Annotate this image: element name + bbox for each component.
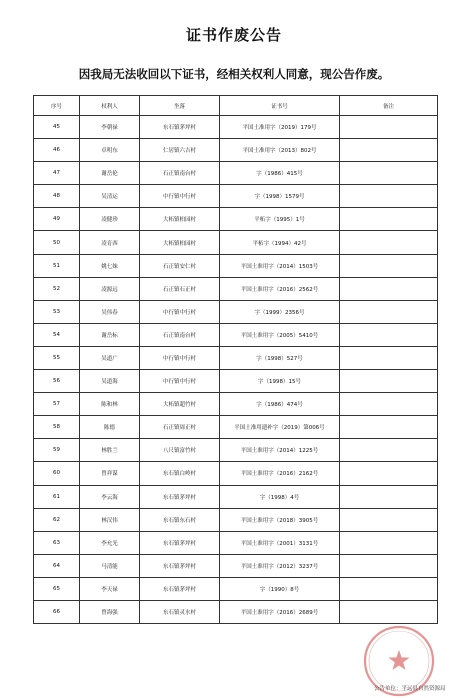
cell-cert: 平柘字（1994）42号 — [220, 231, 340, 254]
notice-subtitle: 因我局无法收回以下证书，经相关权利人同意，现公告作废。 — [78, 67, 390, 81]
table-row — [34, 600, 438, 623]
cell-no: 48 — [34, 185, 80, 208]
cell-note — [340, 346, 438, 369]
cell-cert: 平国土准用字（2019）179号 — [220, 116, 340, 139]
cell-location: 东石镇茅坪村 — [140, 531, 220, 554]
cell-location: 石正镇周正村 — [140, 416, 220, 439]
footer-issuer: 公告单位：平远县自然资源局 — [374, 686, 446, 692]
cell-location: 东石镇茅坪村 — [140, 116, 220, 139]
cell-note — [340, 439, 438, 462]
cell-no: 57 — [34, 393, 80, 416]
cell-location: 石正镇石正村 — [140, 277, 220, 300]
table-row — [34, 139, 438, 162]
column-header-location: 坐落 — [140, 96, 220, 116]
table-row — [34, 531, 438, 554]
cell-note — [340, 600, 438, 623]
cell-no: 47 — [34, 162, 80, 185]
table-row — [34, 370, 438, 393]
cell-note — [340, 393, 438, 416]
cell-no: 58 — [34, 416, 80, 439]
cell-no: 62 — [34, 508, 80, 531]
table-row — [34, 162, 438, 185]
cell-owner: 卓明东 — [80, 139, 140, 162]
cell-cert: 字（1990）8号 — [220, 577, 340, 600]
cell-owner: 马清能 — [80, 554, 140, 577]
cell-no: 55 — [34, 346, 80, 369]
table-row — [34, 300, 438, 323]
table-row — [34, 277, 438, 300]
cell-owner: 谢岳标 — [80, 323, 140, 346]
column-header-cert: 证书号 — [220, 96, 340, 116]
cell-no: 63 — [34, 531, 80, 554]
table-row — [34, 185, 438, 208]
cell-location: 中行镇中行村 — [140, 370, 220, 393]
cell-location: 中行镇中行村 — [140, 346, 220, 369]
cell-cert: 字（1986）474号 — [220, 393, 340, 416]
cell-note — [340, 116, 438, 139]
cell-owner: 李朝禄 — [80, 116, 140, 139]
cell-cert: 字（1986）415号 — [220, 162, 340, 185]
cell-owner: 林汉伟 — [80, 508, 140, 531]
cell-no: 52 — [34, 277, 80, 300]
cell-cert: 平国土准用字（2016）2162号 — [220, 462, 340, 485]
cell-location: 仁居镇六吉村 — [140, 139, 220, 162]
cell-no: 61 — [34, 485, 80, 508]
cell-owner: 林胜兰 — [80, 439, 140, 462]
cell-no: 53 — [34, 300, 80, 323]
cell-location: 东石镇茅坪村 — [140, 554, 220, 577]
cell-cert: 平国土准用字（2013）802号 — [220, 139, 340, 162]
cell-location: 东石镇茅坪村 — [140, 577, 220, 600]
notice-title: 证书作废公告 — [185, 26, 282, 44]
cell-note — [340, 162, 438, 185]
cell-note — [340, 231, 438, 254]
cell-cert: 平国土准用遗补字（2019）第006号 — [220, 416, 340, 439]
cell-no: 64 — [34, 554, 80, 577]
cell-location: 东石镇茅坪村 — [140, 485, 220, 508]
cell-cert: 字（1998）4号 — [220, 485, 340, 508]
cell-note — [340, 508, 438, 531]
cell-owner: 谢岳伦 — [80, 162, 140, 185]
cell-note — [340, 577, 438, 600]
table-row — [34, 323, 438, 346]
cell-owner: 凌源远 — [80, 277, 140, 300]
cell-no: 56 — [34, 370, 80, 393]
cell-note — [340, 300, 438, 323]
table-row — [34, 254, 438, 277]
cell-location: 大柘镇桕园村 — [140, 208, 220, 231]
table-row — [34, 208, 438, 231]
cell-owner: 陈和林 — [80, 393, 140, 416]
cell-location: 大柘镇超竹村 — [140, 393, 220, 416]
cell-cert: 字（1998）15号 — [220, 370, 340, 393]
cell-note — [340, 531, 438, 554]
cell-note — [340, 485, 438, 508]
cell-owner: 吴道广 — [80, 346, 140, 369]
cell-cert: 平国土准用字（2001）3131号 — [220, 531, 340, 554]
cell-location: 东石镇灵水村 — [140, 600, 220, 623]
cell-owner: 李云海 — [80, 485, 140, 508]
table-row — [34, 231, 438, 254]
cell-cert: 平国土准用字（2016）2689号 — [220, 600, 340, 623]
cell-no: 54 — [34, 323, 80, 346]
cell-location: 八尺镇富竹村 — [140, 439, 220, 462]
cell-location: 石正镇安仁村 — [140, 254, 220, 277]
table-row — [34, 462, 438, 485]
cell-note — [340, 554, 438, 577]
cell-location: 中行镇中行村 — [140, 300, 220, 323]
cell-cert: 平国土准用字（2012）3237号 — [220, 554, 340, 577]
table-row — [34, 416, 438, 439]
cell-location: 石正镇南台村 — [140, 162, 220, 185]
cell-note — [340, 185, 438, 208]
cell-owner: 吴道海 — [80, 370, 140, 393]
cell-no: 49 — [34, 208, 80, 231]
cell-location: 东石镇东石村 — [140, 508, 220, 531]
table-row — [34, 393, 438, 416]
cell-cert: 平柘字（1995）1号 — [220, 208, 340, 231]
cell-no: 60 — [34, 462, 80, 485]
cell-no: 65 — [34, 577, 80, 600]
cell-owner: 李允光 — [80, 531, 140, 554]
column-header-owner: 权利人 — [80, 96, 140, 116]
cell-no: 50 — [34, 231, 80, 254]
table-row — [34, 116, 438, 139]
cell-no: 51 — [34, 254, 80, 277]
table-row — [34, 508, 438, 531]
cell-owner: 吴清运 — [80, 185, 140, 208]
cell-location: 东石镇白岭村 — [140, 462, 220, 485]
cell-owner: 陈德 — [80, 416, 140, 439]
table-row — [34, 485, 438, 508]
table-row — [34, 439, 438, 462]
cell-location: 石正镇南台村 — [140, 323, 220, 346]
table-row — [34, 554, 438, 577]
cell-note — [340, 370, 438, 393]
cell-cert: 字（1999）2356号 — [220, 300, 340, 323]
cell-no: 46 — [34, 139, 80, 162]
cell-no: 45 — [34, 116, 80, 139]
cell-cert: 平国土准用字（2005）5410号 — [220, 323, 340, 346]
cell-no: 59 — [34, 439, 80, 462]
cell-owner: 凌健珍 — [80, 208, 140, 231]
table-row — [34, 346, 438, 369]
cell-location: 中行镇中行村 — [140, 185, 220, 208]
cell-note — [340, 254, 438, 277]
cell-no: 66 — [34, 600, 80, 623]
column-header-no: 序号 — [34, 96, 80, 116]
cell-note — [340, 208, 438, 231]
cell-location: 大柘镇桕园村 — [140, 231, 220, 254]
cell-note — [340, 416, 438, 439]
cell-cert: 平国土准用字（2014）1225号 — [220, 439, 340, 462]
table-header-row — [34, 96, 438, 116]
cell-owner: 曾海强 — [80, 600, 140, 623]
cell-owner: 凌育西 — [80, 231, 140, 254]
cell-owner: 曾祥谋 — [80, 462, 140, 485]
cell-owner: 姚七妹 — [80, 254, 140, 277]
cell-cert: 平国土准用字（2014）1503号 — [220, 254, 340, 277]
cell-note — [340, 139, 438, 162]
column-header-note: 备注 — [340, 96, 438, 116]
cell-note — [340, 462, 438, 485]
cell-cert: 字（1998）1579号 — [220, 185, 340, 208]
cell-cert: 字（1998）527号 — [220, 346, 340, 369]
cell-owner: 吴伟春 — [80, 300, 140, 323]
cell-cert: 平国土准用字（2016）2562号 — [220, 277, 340, 300]
certificate-table — [33, 95, 438, 624]
cell-owner: 李天禄 — [80, 577, 140, 600]
table-row — [34, 577, 438, 600]
cell-note — [340, 323, 438, 346]
cell-cert: 平国土准用字（2018）3905号 — [220, 508, 340, 531]
cell-note — [340, 277, 438, 300]
